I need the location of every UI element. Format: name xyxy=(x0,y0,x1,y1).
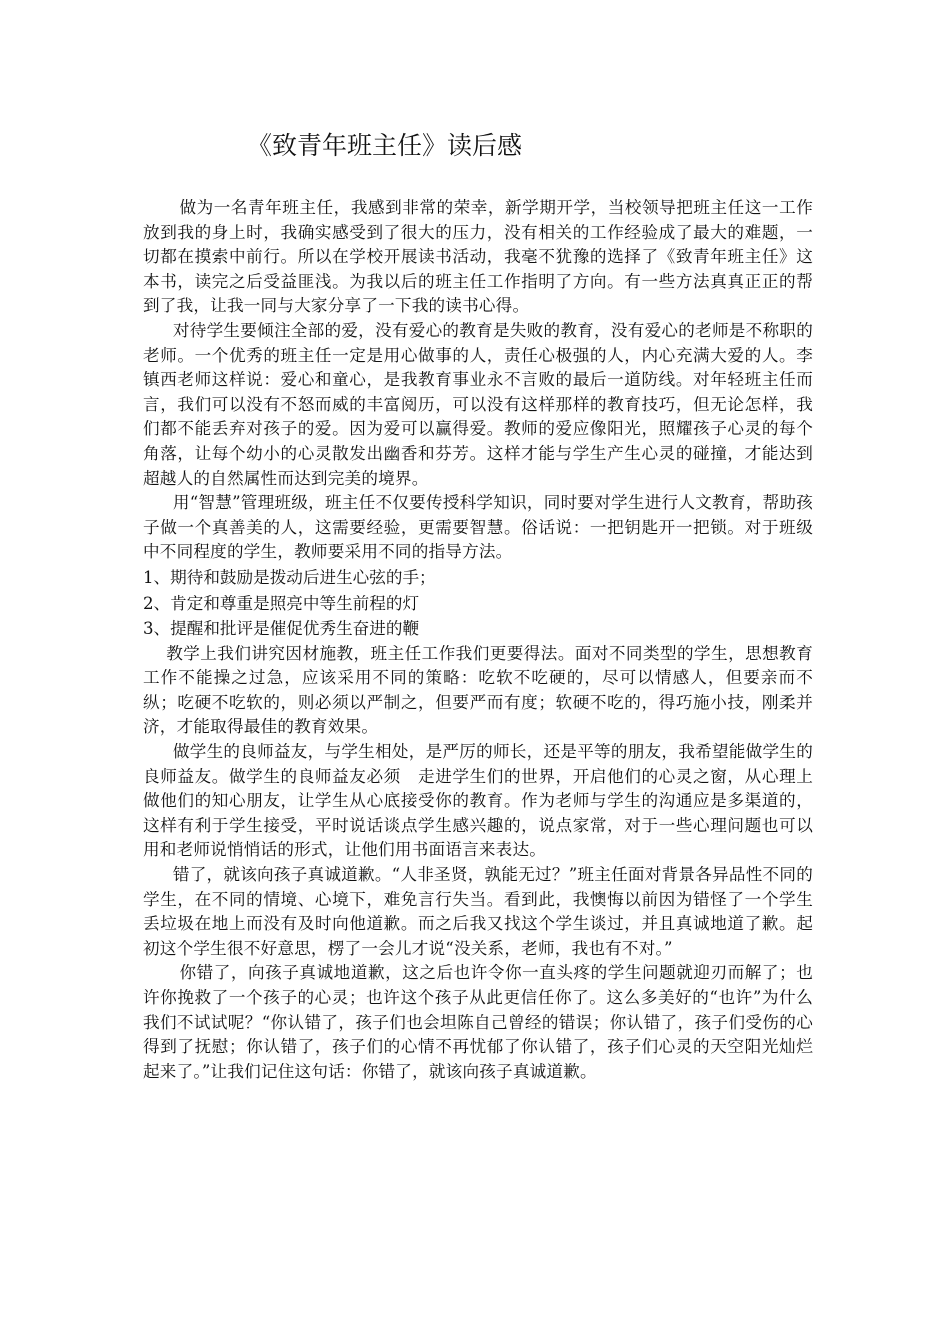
paragraph-intro: 做为一名青年班主任，我感到非常的荣幸，新学期开学，当校领导把班主任这一工作放到我的身上时，我确实感受到了很大的压力，没有相关的工作经验成了最大的难题，一切都在摸索中前行。所以在学校开展读书活动，我毫不犹豫的选择了《致青年班主任》这本书，读完之后受益匪浅。为我以后的班主任工作指明了方向。有一些方法真真正正的帮到了我，让我一同与大家分享了一下我的读书心得。 xyxy=(143,198,813,316)
document-title: 《致青年班主任》读后感 xyxy=(247,131,523,160)
paragraph-wisdom: 用“智慧”管理班级，班主任不仅要传授科学知识，同时要对学生进行人文教育，帮助孩子做一个真善美的人，这需要经验，更需要智慧。俗话说：一把钥匙开一把锁。对于班级中不同程度的学生，教师要采用不同的指导方法。 xyxy=(143,493,813,562)
list-item-2: 2、肯定和尊重是照亮中等生前程的灯 xyxy=(143,593,420,613)
paragraph-mentor: 做学生的良师益友，与学生相处，是严厉的师长，还是平等的朋友，我希望能做学生的良师益友。做学生的良师益友必须 走进学生们的世界，开启他们的心灵之窗，从心理上做他们的知心朋友，让学生从心底接受你的教育。作为老师与学生的沟通应是多渠道的，这样有利于学生接受，平时说话谈点学生感兴趣的，说点家常，对于一些心理问题也可以用和老师说悄悄话的形式，让他们用书面语言来表达。 xyxy=(143,742,813,860)
list-item-1: 1、期待和鼓励是拨动后进生心弦的手； xyxy=(143,567,436,587)
document-page xyxy=(143,128,813,1084)
paragraph-teaching: 教学上我们讲究因材施教，班主任工作我们更要得法。面对不同类型的学生，思想教育工作不能操之过急，应该采用不同的策略：吃软不吃硬的，尽可以情感人，但要亲而不纵；吃硬不吃软的，则必须以严制之，但要严而有度；软硬不吃的，得巧施小技，刚柔并济，才能取得最佳的教育效果。 xyxy=(143,643,813,737)
paragraph-apology: 错了，就该向孩子真诚道歉。“人非圣贤，孰能无过？”班主任面对背景各异品性不同的学生，在不同的情境、心境下，难免言行失当。看到此，我懊悔以前因为错怪了一个学生丢垃圾在地上而没有及时向他道歉。而之后我又找这个学生谈过，并且真诚地道了歉。起初这个学生很不好意思，楞了一会儿才说“没关系，老师，我也有不对。” xyxy=(143,865,813,958)
paragraph-love: 对待学生要倾注全部的爱，没有爱心的教育是失败的教育，没有爱心的老师是不称职的老师。一个优秀的班主任一定是用心做事的人，责任心极强的人，内心充满大爱的人。李镇西老师这样说：爱心和童心，是我教育事业永不言败的最后一道防线。对年轻班主任而言，我们可以没有不怒而威的丰富阅历，可以没有这样那样的教育技巧，但无论怎样，我们都不能丢弃对孩子的爱。因为爱可以赢得爱。教师的爱应像阳光，照耀孩子心灵的每个角落，让每个幼小的心灵散发出幽香和芬芳。这样才能与学生产生心灵的碰撞，才能达到超越人的自然属性而达到完美的境界。 xyxy=(143,320,813,488)
paragraph-conclusion: 你错了，向孩子真诚地道歉，这之后也许令你一直头疼的学生问题就迎刃而解了；也许你挽救了一个孩子的心灵；也许这个孩子从此更信任你了。这么多美好的“也许”为什么我们不试试呢？“你认错了，孩子们也会坦陈自己曾经的错误；你认错了，孩子们受伤的心得到了抚慰；你认错了，孩子们的心情不再忧郁了你认错了，孩子们心灵的天空阳光灿烂起来了。”让我们记住这句话：你错了，就该向孩子真诚道歉。 xyxy=(143,963,813,1081)
list-item-3: 3、提醒和批评是催促优秀生奋进的鞭 xyxy=(143,619,420,639)
